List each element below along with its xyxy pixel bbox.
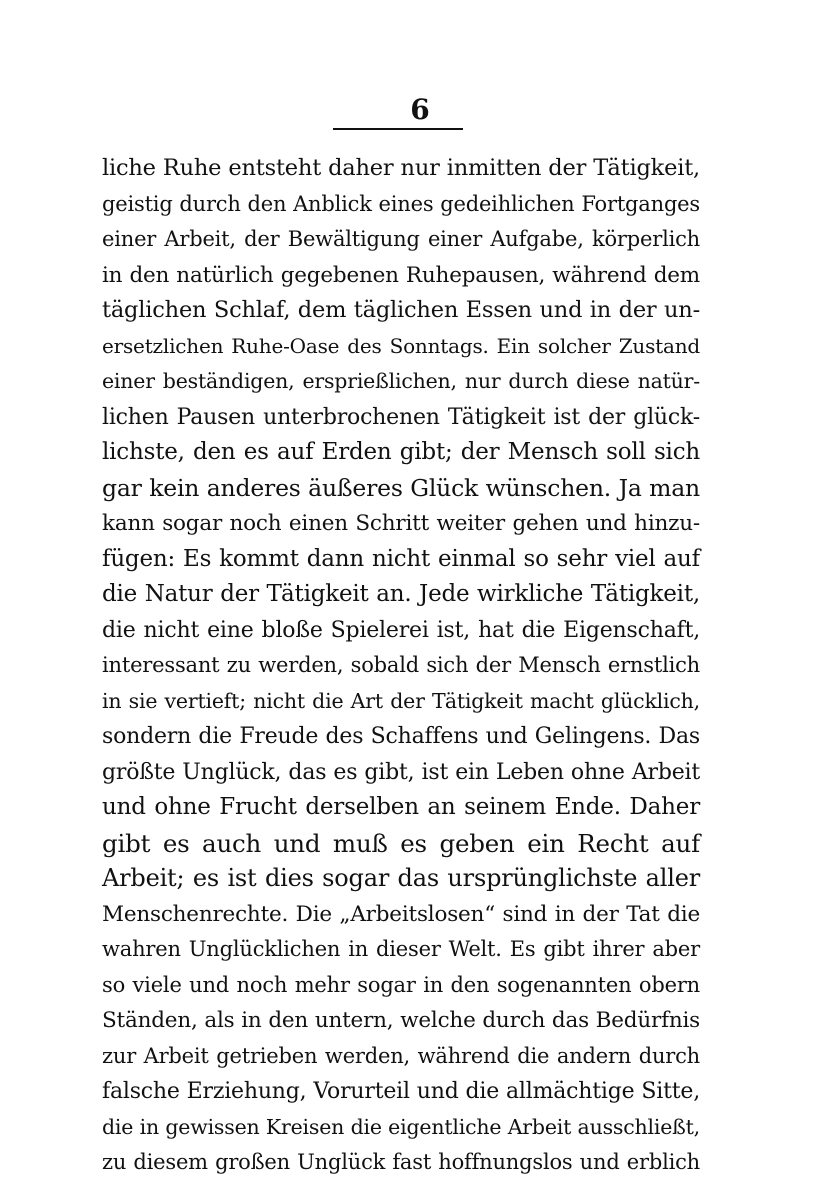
text-line: in sie vertieft; nicht die Art der Tätigkeit macht glücklich, [102,688,700,713]
text-line: interessant zu werden, sobald sich der Mensch ernstlich [102,653,700,677]
text-line: liche Ruhe entsteht daher nur inmitten der Tätigkeit, [102,155,700,181]
text-line: kann sogar noch einen Schritt weiter gehen und hinzu- [102,511,700,536]
text-line: einer beständigen, ersprießlichen, nur durch diese natür- [102,369,700,393]
text-line: und ohne Frucht derselben an seinem Ende. Daher [102,794,700,820]
text-line: falsche Erziehung, Vorurteil und die allmächtige Sitte, [102,1079,700,1104]
text-line: lichen Pausen unterbrochenen Tätigkeit ist der glück- [102,404,700,430]
body-text [102,151,700,1181]
text-line: lichste, den es auf Erden gibt; der Mensch soll sich [102,439,700,465]
text-line: so viele und noch mehr sogar in den sogenannten obern [102,972,700,997]
text-line: die Natur der Tätigkeit an. Jede wirkliche Tätigkeit, [102,581,700,607]
page-number: 6 [410,93,430,126]
text-line: täglichen Schlaf, dem täglichen Essen und in der un- [102,297,700,323]
text-line: in den natürlich gegebenen Ruhepausen, während dem [102,262,700,288]
text-line: Menschenrechte. Die „Arbeitslosen“ sind in der Tat die [102,901,700,927]
text-line: zu diesem großen Unglück fast hoffnungslos und erblich [102,1150,700,1174]
text-line: sondern die Freude des Schaffens und Gelingens. Das [102,724,700,749]
text-line: die in gewissen Kreisen die eigentliche Arbeit ausschließt, [102,1114,700,1139]
text-line: einer Arbeit, der Bewältigung einer Aufgabe, körperlich [102,227,700,251]
text-line: größte Unglück, das es gibt, ist ein Leben ohne Arbeit [102,759,700,785]
text-line: Ständen, als in den untern, welche durch das Bedürfnis [102,1008,700,1033]
header-rule [333,128,463,130]
text-line: ersetzlichen Ruhe-Oase des Sonntags. Ein solcher Zustand [102,333,700,358]
text-line: gibt es auch und muß es geben ein Recht auf [102,828,700,858]
text-line: geistig durch den Anblick eines gedeihlichen Fortganges [102,191,700,216]
text-line: zur Arbeit getrieben werden, während die andern durch [102,1043,700,1068]
text-line: fügen: Es kommt dann nicht einmal so sehr viel auf [102,545,700,572]
text-line: gar kein anderes äußeres Glück wünschen. Ja man [102,473,700,502]
text-line: Arbeit; es ist dies sogar das ursprünglichste aller [102,864,700,892]
text-line: wahren Unglücklichen in dieser Welt. Es gibt ihrer aber [102,937,700,961]
text-line: die nicht eine bloße Spielerei ist, hat die Eigenschaft, [102,617,700,643]
